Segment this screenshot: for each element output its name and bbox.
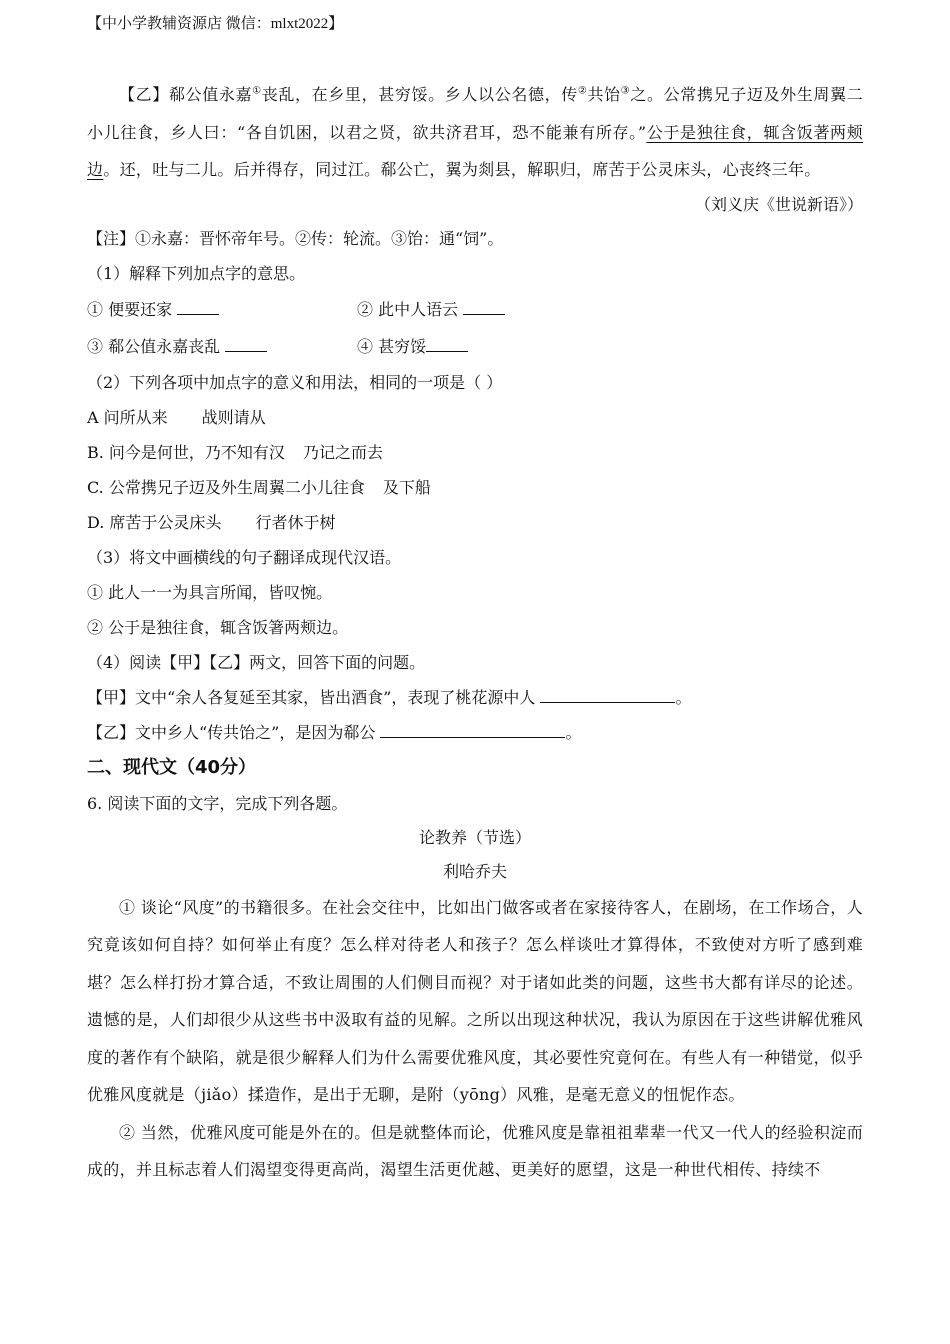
punctuation: 。 [565,722,582,742]
article-title: 论教养（节选） [418,827,531,847]
page-content [87,76,863,1189]
passage-text: 之。公常携兄子迈及外生周翼二小儿往食，乡人曰：“各自饥困，以君之贤，欲共济君耳，恐不能兼有所存。” [87,85,864,142]
answer-blank[interactable] [225,337,267,352]
option-text: 乃记之而去 [302,442,383,462]
passage-text: 共饴 [587,85,621,104]
passage-yi [87,76,863,189]
option-text: 战则请从 [201,407,266,427]
answer-blank[interactable] [177,300,219,315]
question-3-item: ② 公于是独往食，辄含饭箸两颊边。 [87,617,349,637]
option-text: D. 席苦于公灵床头 [87,512,222,532]
passage-text: 【乙】郗公值永嘉 [119,85,253,104]
question-4-text: 【乙】文中乡人“传共饴之”，是因为郗公 [87,722,376,742]
question-2-option [87,470,863,505]
article-paragraph-1: ① 谈论“风度”的书籍很多。在社会交往中，比如出门做客或者在家接待客人，在剧场，在工作场合，人究竟该如何自持？如何举止有度？怎么样对待老人和孩子？怎么样谈吐才算得体，不致使对方听了感到难堪？怎么样打扮才算合适，不致让周围的人们侧目而视？对于诸如此类的问题，这些书大都有详尽的论述。遗憾的是，人们却很少从这些书中汲取有益的见解。之所以出现这种状况，我认为原因在于这些讲解优雅风度的著作有个缺陷，就是很少解释人们为什么需要优雅风度，其必要性究竟何在。有些人有一种错觉，似乎优雅风度就是（jiǎo）揉造作，是出于无聊，是附（yōng）风雅，是毫无意义的忸怩作态。 [87,897,863,1104]
question-2-option [87,505,863,540]
answer-blank[interactable] [463,300,505,315]
question-1-title: （1）解释下列加点字的意思。 [87,263,306,283]
option-text: 及下船 [382,477,431,497]
question-2-title: （2）下列各项中加点字的意义和用法，相同的一项是（ ） [87,372,503,392]
section-2-title: 二、现代文（40分） [87,756,257,778]
question-2-option [87,400,863,435]
question-4-jia [87,680,863,715]
question-1-item: ① 便要还家 [87,299,173,319]
question-1-item: ④ 甚穷馁 [357,336,427,356]
option-text: 行者休于树 [255,512,336,532]
question-3-item: ① 此人一一为具言所闻，皆叹惋。 [87,582,333,602]
footnote-mark: ③ [620,85,631,97]
question-1-item: ③ 郗公值永嘉丧乱 [87,336,221,356]
footnote-mark: ① [252,85,262,97]
footnote-mark: ② [577,85,588,97]
passage-text: 。还，吐与二儿。后并得存，同过江。郗公亡，翼为剡县，解职归，席苦于公灵床头，心丧终三年。 [103,160,821,179]
question-2-option [87,435,863,470]
question-3-title: （3）将文中画横线的句子翻译成现代汉语。 [87,547,402,567]
option-text: B. 问今是何世，乃不知有汉 [87,442,285,462]
answer-blank[interactable] [426,337,468,352]
option-text: A 问所从来 [87,407,168,427]
underlined-sentence: 公于是独往食，辄含饭著两颊边 [87,122,863,179]
question-1-row [87,328,863,365]
question-6-intro: 6. 阅读下面的文字，完成下列各题。 [87,793,348,813]
option-text: C. 公常携兄子迈及外生周翼二小儿往食 [87,477,365,497]
annotation-note: 【注】①永嘉：晋怀帝年号。②传：轮流。③饴：通“饲”。 [87,228,504,248]
question-4-title: （4）阅读【甲】【乙】两文，回答下面的问题。 [87,652,426,672]
question-1-row [87,291,863,328]
answer-blank[interactable] [540,688,675,703]
page-header: 【中小学教辅资源店 微信：mlxt2022】 [87,16,344,32]
article-paragraph-2: ② 当然，优雅风度可能是外在的。但是就整体而论，优雅风度是靠祖祖辈辈一代又一代人的经验积淀而成的，并且标志着人们渴望变得更高尚，渴望生活更优越、更美好的愿望，这是一种世代相传、持续不 [87,1122,863,1179]
punctuation: 。 [675,687,692,707]
passage-source: （刘义庆《世说新语》） [694,194,863,214]
answer-blank[interactable] [380,723,565,738]
article-author: 利哈乔夫 [442,861,507,881]
question-4-text: 【甲】文中“余人各复延至其家，皆出酒食”，表现了桃花源中人 [87,687,536,707]
passage-text: 丧乱，在乡里，甚穷馁。乡人以公名德，传 [261,85,578,104]
question-1-item: ② 此中人语云 [357,299,459,319]
question-4-yi [87,715,863,750]
